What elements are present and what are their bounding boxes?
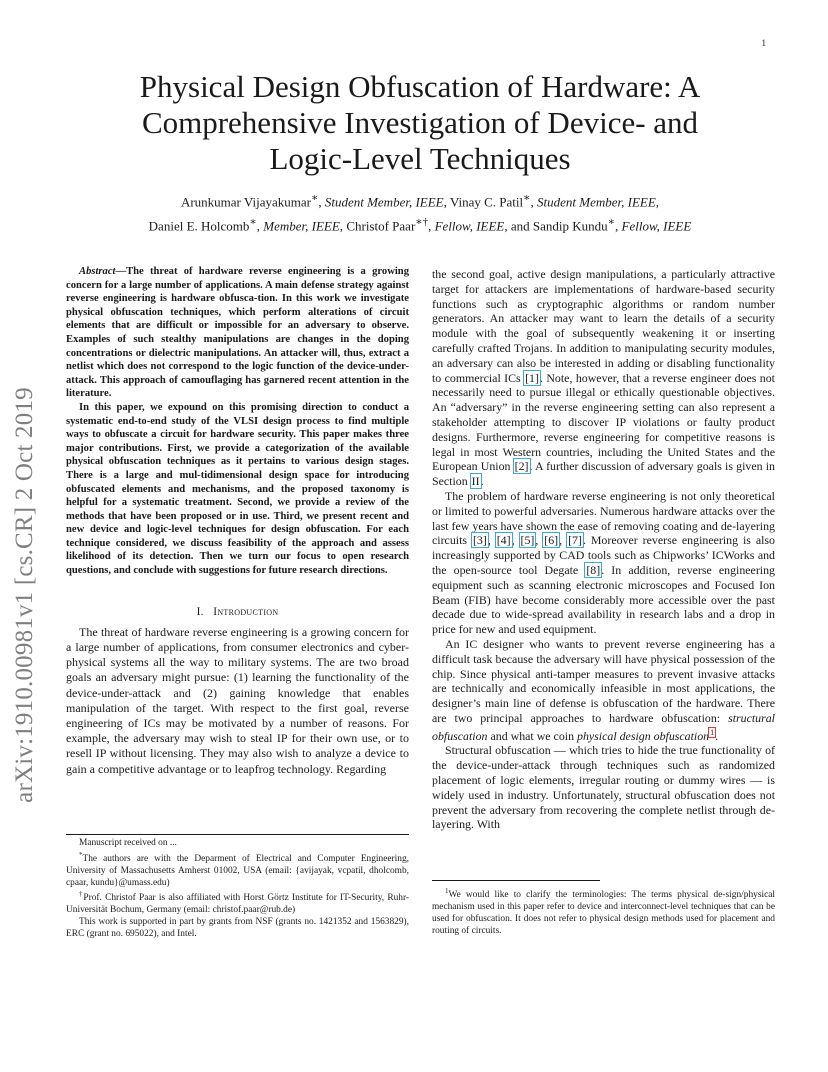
right-column: the second goal, active design manipulations, a particularly attractive target for attackers are implementations of hardware-based security functions such as cryptographic algorithms or random number generators. An attacker may want to learn the details of a security module with the goal of subsequently weakening it or inserting carefully crafted Trojans. In addition to manipulating security modules, an adversary can also be interested in adding or disabling functionality to commercial ICs [1]. Note, however, that a reverse engineer does not necessarily need to pursue illegal or ethically questionable objectives. An “adversary” in the reverse engineering setting can also represent a stakeholder attempting to discover IP violations or faulty product designs. Furthermore, reverse engineering for competitive reasons is legal in most Western countries, including the United States and the European Union [2]. A further discussion of adversary goals is given in Section II. The problem of hardware reverse engineering is not only theoretical or limited to powerful adversaries. Numerous hardware attacks over the last few years have shown the ease of removing coating and de-layering circuits [3], [4], [5], [6], [7]. Moreover reverse engineering is also increasingly supported by CAD tools such as Chipworks’ ICWorks and the open-source tool Degate [8]. In addition, reverse engineering equipment such as scanning electronic microscopes and Focused Ion Beam (FIB) have become considerably more accessible over the past decade due to wide-spread availability in research labs and a drop in price for new and used equipment. An IC designer who wants to prevent reverse engineering has a difficult task because the adversary will have physical possession of the chip. Since physical anti-tamper measures to prevent invasive attacks are technically and economically infeasible in most applications, the designer’s main line of defense is obfuscation of the hardware. There are two principal approaches to hardware obfuscation: structural obfuscation and what we coin physical design obfuscation$^1$. Structural obfuscation — which tries to hide the true functionality of the device-under-attack through techniques such as randomized placement of logic elements, irregular routing or dummy wires — is widely used in industry. Unfortunately, structural obfuscation does not prevent the adversary from recovering the complete netlist through de-layering. With	[432, 267, 775, 832]
author-list: Arunkumar Vijayakumar∗, Student Member, IEEE, Vinay C. Patil∗, Student Member, IEEE, Daniel E. Holcomb∗, Member, IEEE, Christof Paar∗†, Fellow, IEEE, and Sandip Kundu∗, Fellow, IEEE	[148, 192, 692, 234]
abstract-paragraph: In this paper, we expound on this promising direction to conduct a systematic end-to-end study of the VLSI design process to find multiple ways to obfuscate a circuit for hardware security. This paper makes three major contributions. First, we provide a categorization of the available physical obfuscation techniques as it pertains to various design stages. There is a large and mul-tidimensional design space for introducing obfuscated elements and mechanisms, and the proposed taxonomy is helpful for a systematic treatment. Second, we provide a review of the methods that have been proposed or in use. Third, we present recent and new device and logic-level techniques for design obfuscation. For each technique considered, we discuss feasibility of the approach and assess likelihood of its detection. Then we turn our focus to open research questions, and conclude with suggestions for future research directions.	[66, 401, 409, 577]
body-text: .	[715, 728, 719, 743]
section-title: Introduction	[213, 605, 279, 618]
footnote: Manuscript received on ...	[79, 838, 177, 848]
citation-link[interactable]: [3]	[472, 533, 487, 548]
section-numeral: I.	[196, 605, 204, 618]
footnote-mark: 1	[445, 887, 449, 895]
citation-link[interactable]: [6]	[544, 533, 559, 548]
author-role: Fellow, IEEE	[621, 218, 692, 234]
abstract-lead: Abstract	[79, 266, 116, 277]
citation-link[interactable]: [1]	[525, 370, 539, 385]
body-text: . Note, however, that a reverse engineer does not necessarily need to pursue illegal or ethically questionable objectives. An “adversary” in the reverse engineering setting can also represent a stakeholder attempting to discover IP violations or faulty product designs. Furthermore, reverse engineering for competitive reasons is legal in most Western countries, including the United States and the European Union	[432, 370, 775, 474]
intro-body	[66, 625, 409, 777]
author-role: Student Member, IEEE,	[537, 194, 660, 210]
page-number: 1	[761, 38, 766, 48]
body-text: . Moreover reverse engineering is also increasingly supported by CAD tools such as Chipworks’ ICWorks and the open-source tool Degate	[432, 533, 775, 577]
footnote-mark: *	[79, 850, 83, 859]
footnotes-left	[66, 838, 409, 941]
citation-link[interactable]: [2]	[514, 459, 529, 474]
footnote-rule	[432, 880, 600, 881]
body-text: The problem of hardware reverse engineering is not only theoretical or limited to powerful adversaries. Numerous hardware attacks over the last few years have shown the ease of removing coating and de-layering circuits	[432, 488, 775, 548]
footnote: The authors are with the Deparment of Electrical and Computer Engineering, University of Massachusetts Amherst 01002, USA (email: {avijayak, vcpatil, dholcomb, cpaar, kundu}@umass.edu)	[66, 853, 409, 888]
author-name: Sandip Kundu	[532, 218, 608, 234]
footnote: We would like to clarify the terminologies: The terms physical de-sign/physical mechanism used in this paper refer to device and interconnect-level techniques that can be used for obfuscation. It does not refer to physical design methods used for placement and routing of circuits.	[432, 890, 775, 936]
title-line-2: Comprehensive Investigation of Device- and	[141, 105, 699, 140]
body-paragraph: Structural obfuscation — which tries to hide the true functionality of the device-under-attack through techniques such as randomized placement of logic elements, irregular routing or dummy wires — is widely used in industry. Unfortunately, structural obfuscation does not prevent the adversary from recovering the complete netlist through de-layering. With	[432, 743, 775, 832]
and-text: and	[510, 218, 530, 234]
body-text: the second goal, active design manipulations, a particularly attractive target for attackers are implementations of hardware-based security functions such as cryptographic algorithms or random number generators. An attacker may want to learn the details of a security module with the goal of subsequently weakening it or inserting carefully crafted Trojans. In addition to manipulating security modules, an adversary can also be interested in adding or disabling functionality to commercial ICs	[432, 267, 775, 385]
author-name: Christof Paar	[346, 218, 416, 234]
body-text: and what we coin	[490, 728, 575, 743]
abstract-paragraph: —The threat of hardware reverse engineering is a growing concern for a large number of applications. A main defense strategy against reverse engineering is hardware obfusca-tion. In this work we investigate physical obfuscation techniques, which perform alterations of circuit elements that are difficult or impossible for an adversary to observe. Examples of such stealthy manipulations are changes in the doping concentrations or dielectric manipulations. An attacker will, thus, extract a netlist which does not correspond to the logic function of the device-under-attack. This approach of camouflaging has garnered recent attention in the literature.	[66, 266, 409, 400]
citation-link[interactable]: [4]	[496, 533, 511, 548]
body-text: .	[480, 474, 484, 489]
body-text: An IC designer who wants to prevent reverse engineering has a difficult task because the adversary will have physical possession of the chip. Since physical anti-tamper measures to prevent invasive attacks are technically and economically infeasible in most applications, the designer’s main line of defense is obfuscation of the hardware. There are two principal approaches to hardware obfuscation:	[432, 636, 775, 725]
body-text: . In addition, reverse engineering equipment such as scanning electronic microscopes and Focused Ion Beam (FIB) have become considerably more accessible over the past decade due to wide-spread availability in research labs and a drop in price for new and used equipment.	[432, 562, 775, 637]
body-paragraph: The threat of hardware reverse engineering is a growing concern for a large number of applications, from consumer electronics and cyber-physical systems all the way to military systems. The are two broad goals an adversary might pursue: (1) learning the functionality of the device-under-attack and (2) gaining knowledge that enables manipulation of the target. With respect to the first goal, reverse engineering of ICs may be motivated by a number of reasons. For example, the adversary may wish to steal IP for their own use, or to resell IP without licensing. They may also wish to analyze a device to gain a competitive advantage or to leapfrog technology. Regarding	[66, 624, 409, 776]
citation-link[interactable]: [5]	[520, 533, 535, 548]
footnotes-right	[432, 886, 775, 937]
citation-link[interactable]: [8]	[586, 562, 601, 577]
section-heading	[66, 605, 409, 619]
left-column	[66, 265, 409, 777]
section-link[interactable]: II	[471, 474, 480, 489]
body-text: . A further discussion of adversary goals is given in Section	[432, 459, 775, 489]
author-name: Vinay C. Patil	[449, 194, 524, 210]
title-line-3: Logic-Level Techniques	[269, 141, 571, 176]
footnote-mark: †	[79, 890, 84, 899]
title-line-1: Physical Design Obfuscation of Hardware: A	[139, 69, 701, 104]
author-role: Member, IEEE,	[263, 218, 344, 234]
author-name: Daniel E. Holcomb	[148, 218, 250, 234]
footnote-link[interactable]: 1	[710, 727, 715, 737]
footnote-rule	[66, 834, 409, 835]
author-role: Fellow, IEEE,	[434, 218, 508, 234]
emphasis-term: physical design obfuscation	[577, 728, 710, 743]
abstract	[66, 265, 409, 578]
arxiv-stamp-text: arXiv:1910.00981v1 [cs.CR] 2 Oct 2019	[11, 387, 38, 803]
footnote: Prof. Christof Paar is also affiliated with Horst Görtz Institute for IT-Security, Ruhr-Universität Bochum, Germany (email: christof.paar@rub.de)	[66, 893, 410, 916]
footnote: This work is supported in part by grants from NSF (grants no. 1421352 and 1563829), ERC (grant no. 695022), and Intel.	[66, 917, 409, 939]
author-name: Arunkumar Vijayakumar	[180, 194, 311, 210]
citation-link[interactable]: [7]	[568, 533, 582, 548]
author-role: Student Member, IEEE,	[324, 194, 447, 210]
paper-title	[70, 69, 770, 177]
emphasis-term: structural obfuscation	[432, 710, 775, 743]
